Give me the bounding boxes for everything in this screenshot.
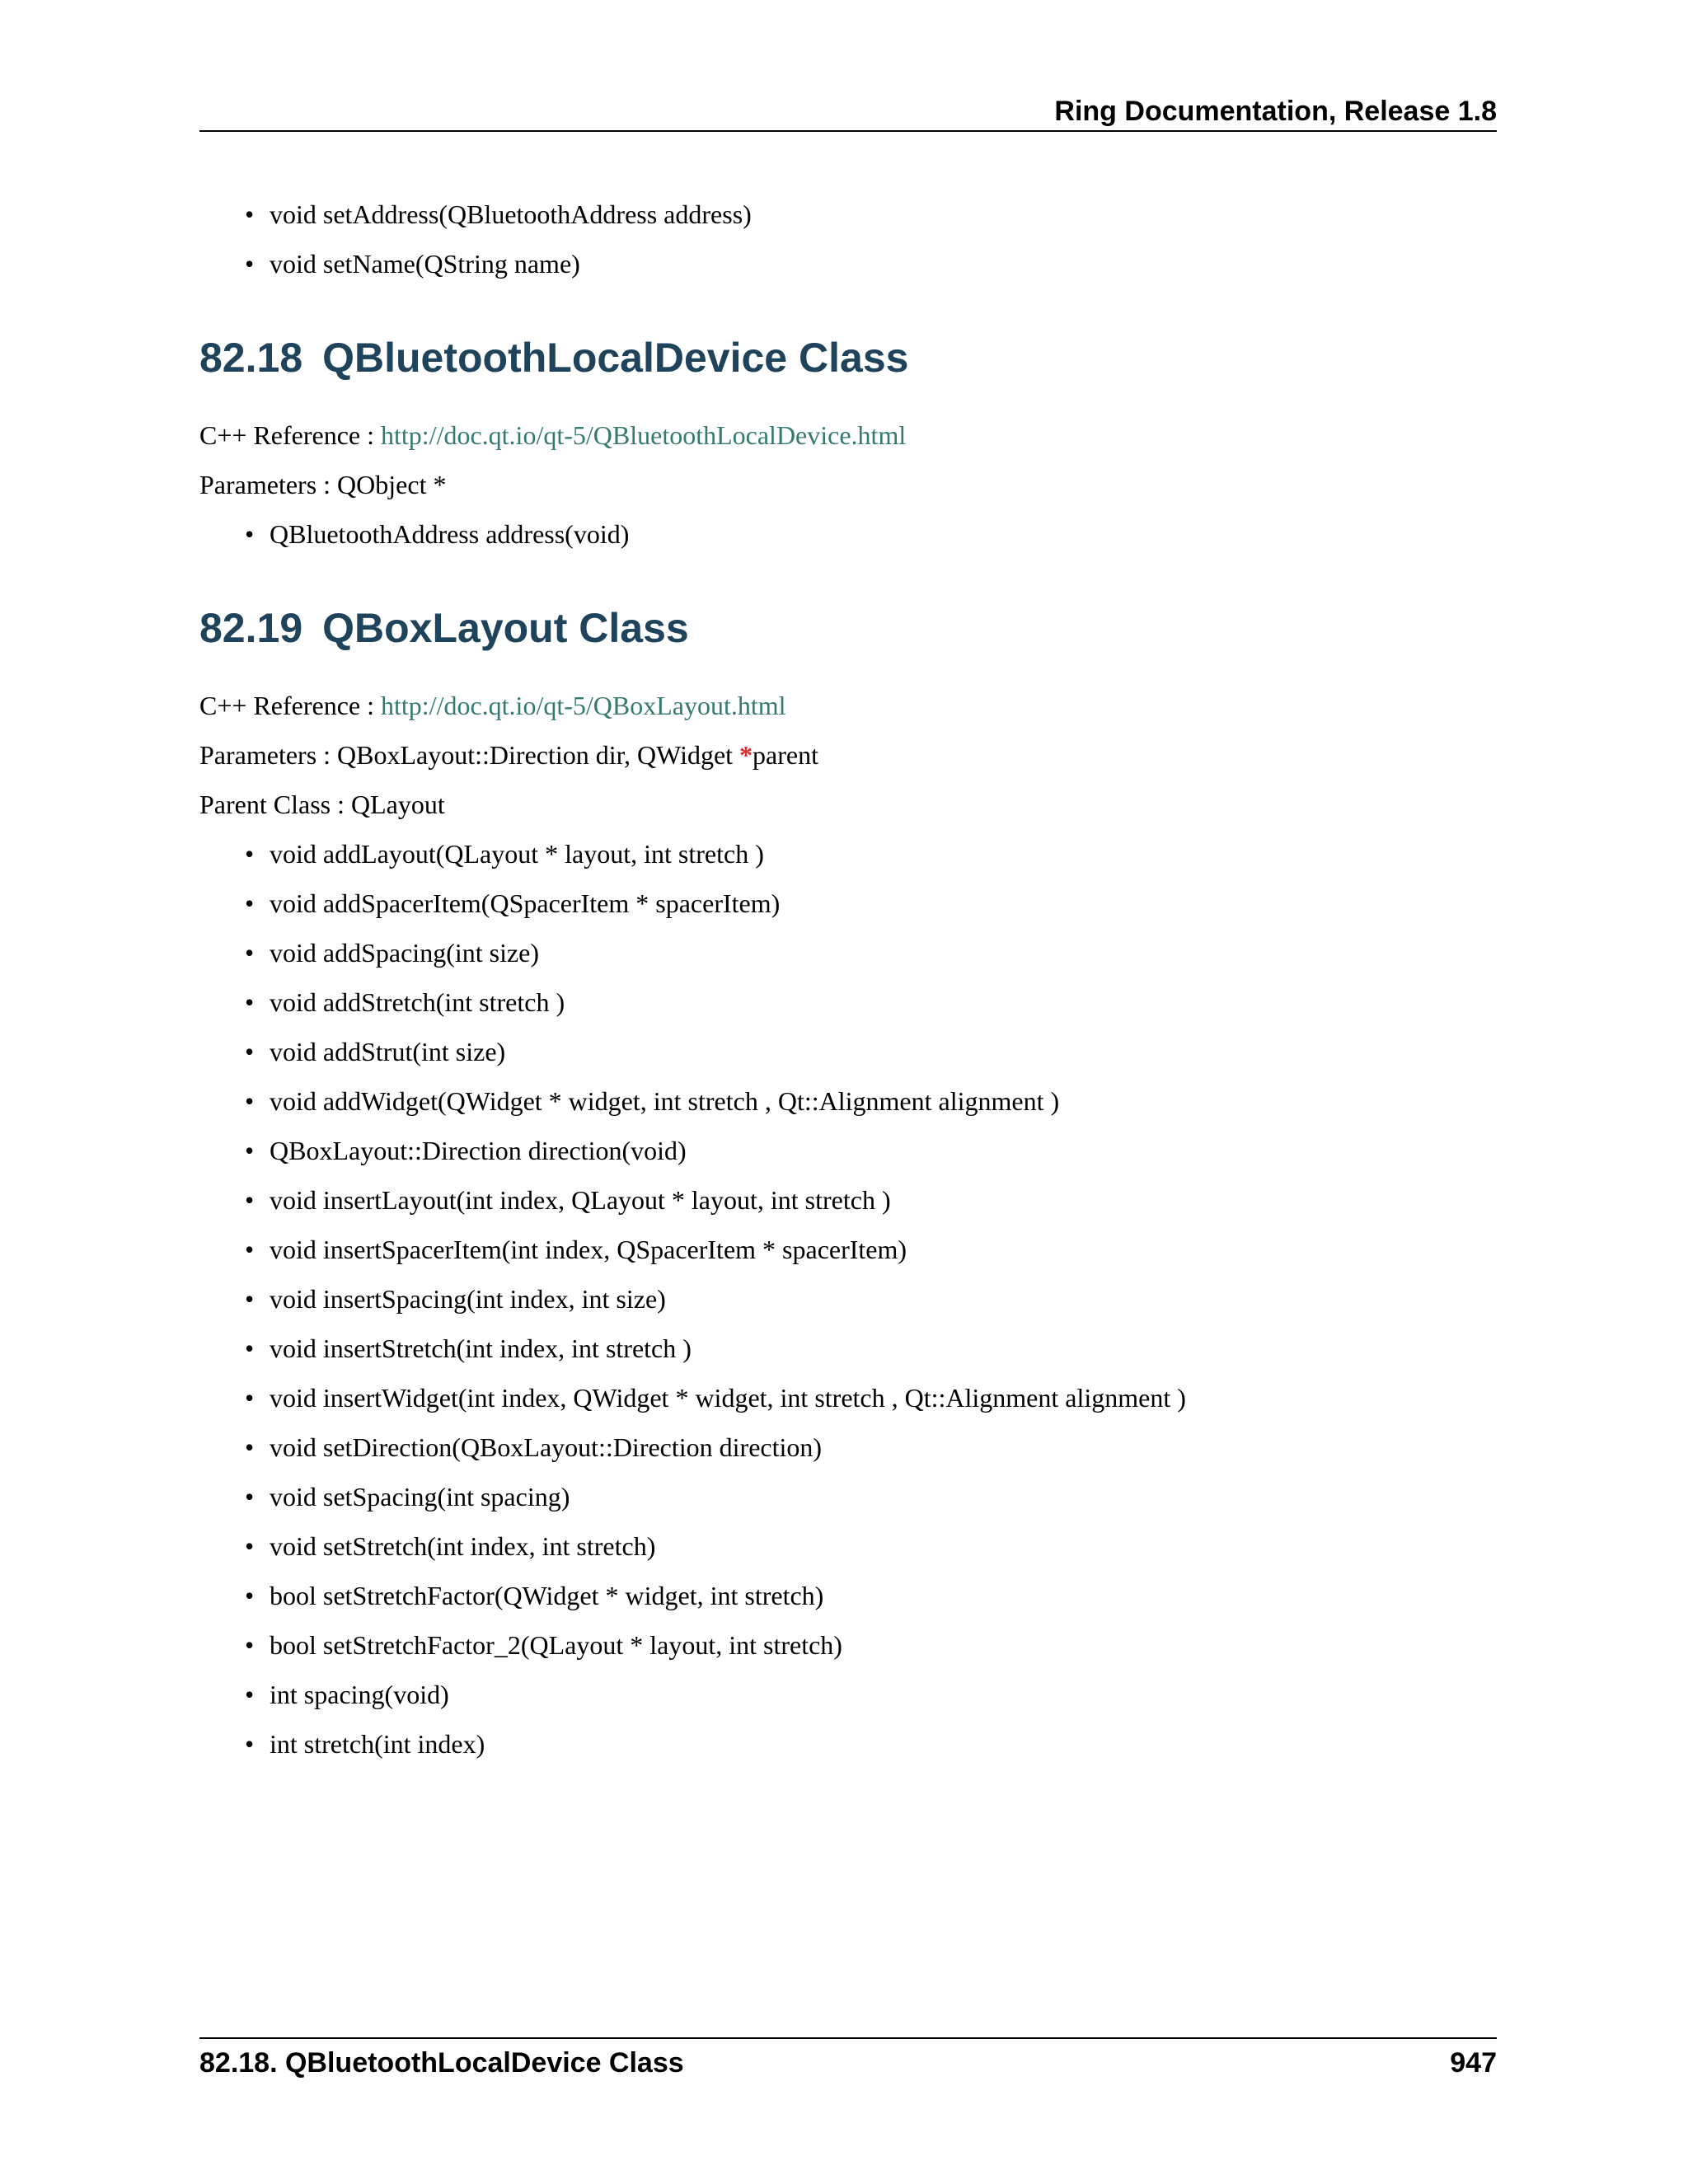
- list-item: • void setAddress(QBluetoothAddress address): [270, 198, 1497, 231]
- list-item: • QBoxLayout::Direction direction(void): [270, 1134, 1497, 1167]
- section-number: 82.19: [199, 605, 303, 651]
- list-item: • void setStretch(int index, int stretch): [270, 1530, 1497, 1563]
- footer-section-title: 82.18. QBluetoothLocalDevice Class: [199, 2047, 684, 2079]
- list-item: • void insertSpacerItem(int index, QSpacerItem * spacerItem): [270, 1233, 1497, 1266]
- reference-label: C++ Reference :: [199, 691, 381, 720]
- reference-link[interactable]: http://doc.qt.io/qt-5/QBluetoothLocalDevice.html: [381, 420, 907, 450]
- page-number: 947: [1450, 2047, 1497, 2079]
- reference-label: C++ Reference :: [199, 420, 381, 450]
- page-footer: [199, 2037, 1497, 2085]
- list-item: • void insertLayout(int index, QLayout * layout, int stretch ): [270, 1183, 1497, 1216]
- intro-method-list: [199, 198, 1497, 280]
- list-item: • void addSpacerItem(QSpacerItem * spacerItem): [270, 887, 1497, 920]
- reference-link[interactable]: http://doc.qt.io/qt-5/QBoxLayout.html: [381, 691, 786, 720]
- page-content: [199, 198, 1497, 1777]
- list-item: • void addLayout(QLayout * layout, int stretch ): [270, 837, 1497, 870]
- header-title: Ring Documentation, Release 1.8: [1054, 96, 1497, 127]
- list-item: • void addStretch(int stretch ): [270, 986, 1497, 1019]
- list-item: • int spacing(void): [270, 1678, 1497, 1711]
- list-item: • bool setStretchFactor_2(QLayout * layout, int stretch): [270, 1629, 1497, 1661]
- cpp-reference-line: [199, 419, 1497, 452]
- list-item: • void insertWidget(int index, QWidget * widget, int stretch , Qt::Alignment alignment ): [270, 1381, 1497, 1414]
- section-heading-qbluetoothlocaldevice: [199, 333, 1497, 382]
- list-item: • void insertSpacing(int index, int size): [270, 1282, 1497, 1315]
- cpp-reference-line: [199, 689, 1497, 722]
- document-page: [199, 0, 1497, 2184]
- method-list: [199, 837, 1497, 1760]
- list-item: • void addSpacing(int size): [270, 936, 1497, 969]
- list-item: • void addWidget(QWidget * widget, int stretch , Qt::Alignment alignment ): [270, 1085, 1497, 1118]
- section-number: 82.18: [199, 335, 303, 381]
- list-item: • void insertStretch(int index, int stretch ): [270, 1332, 1497, 1365]
- method-list: [199, 518, 1497, 551]
- section-title: QBluetoothLocalDevice Class: [322, 335, 909, 381]
- section-heading-qboxlayout: [199, 603, 1497, 653]
- list-item: • void addStrut(int size): [270, 1035, 1497, 1068]
- list-item: • int stretch(int index): [270, 1727, 1497, 1760]
- list-item: • void setName(QString name): [270, 247, 1497, 280]
- pointer-star: *: [739, 740, 753, 770]
- page-header: [199, 92, 1497, 132]
- list-item: • QBluetoothAddress address(void): [270, 518, 1497, 551]
- section-title: QBoxLayout Class: [322, 605, 689, 651]
- parameters-line: Parameters : QObject *: [199, 470, 447, 499]
- list-item: • void setSpacing(int spacing): [270, 1480, 1497, 1513]
- parameters-text: Parameters : QBoxLayout::Direction dir, QWidget: [199, 740, 740, 770]
- parameters-line: [199, 738, 1497, 771]
- list-item: • void setDirection(QBoxLayout::Direction direction): [270, 1431, 1497, 1464]
- parameters-parent: parent: [753, 740, 818, 770]
- parent-class-line: Parent Class : QLayout: [199, 790, 445, 819]
- list-item: • bool setStretchFactor(QWidget * widget, int stretch): [270, 1579, 1497, 1612]
